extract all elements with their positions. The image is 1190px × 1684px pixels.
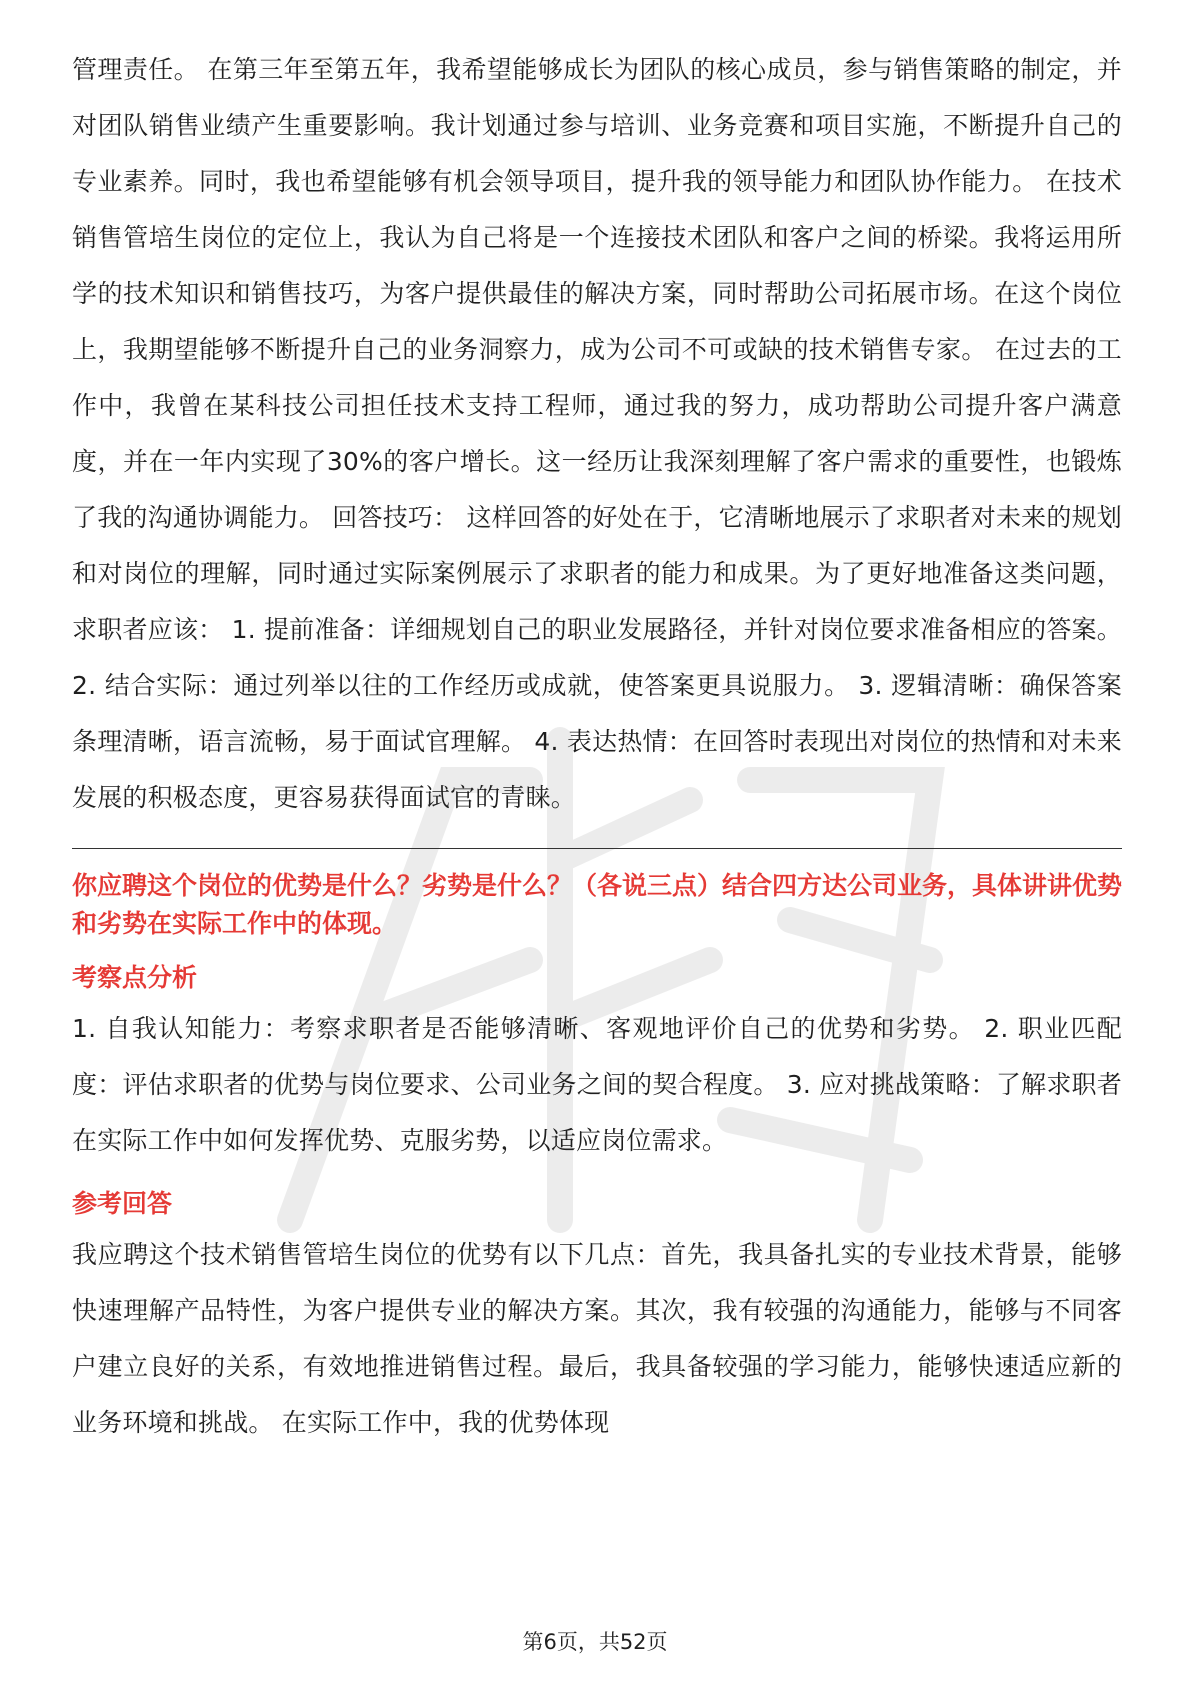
- section-divider: [72, 848, 1122, 849]
- reference-heading: 参考回答: [72, 1189, 173, 1218]
- main-content: [72, 42, 1122, 1451]
- analysis-heading: 考察点分析: [72, 963, 198, 992]
- reference-answer-text: 我应聘这个技术销售管培生岗位的优势有以下几点：首先，我具备扎实的专业技术背景，能够快速理解产品特性，为客户提供专业的解决方案。其次，我有较强的沟通能力，能够与不同客户建立良好的关系，有效地推进销售过程。最后，我具备较强的学习能力，能够快速适应新的业务环境和挑战。 在实际工作中，我的优势体现: [72, 1240, 1122, 1437]
- page-number-footer: 第6页，共52页: [522, 1630, 668, 1654]
- analysis-text: 1. 自我认知能力：考察求职者是否能够清晰、客观地评价自己的优势和劣势。 2. 职业匹配度：评估求职者的优势与岗位要求、公司业务之间的契合程度。 3. 应对挑战策略：了解求职者在实际工作中如何发挥优势、克服劣势，以适应岗位需求。: [72, 1014, 1122, 1155]
- body-paragraph: 管理责任。 在第三年至第五年，我希望能够成长为团队的核心成员，参与销售策略的制定，并对团队销售业绩产生重要影响。我计划通过参与培训、业务竞赛和项目实施，不断提升自己的专业素养。同时，我也希望能够有机会领导项目，提升我的领导能力和团队协作能力。 在技术销售管培生岗位的定位上，我认为自己将是一个连接技术团队和客户之间的桥梁。我将运用所学的技术知识和销售技巧，为客户提供最佳的解决方案，同时帮助公司拓展市场。在这个岗位上，我期望能够不断提升自己的业务洞察力，成为公司不可或缺的技术销售专家。 在过去的工作中，我曾在某科技公司担任技术支持工程师，通过我的努力，成功帮助公司提升客户满意度，并在一年内实现了30%的客户增长。这一经历让我深刻理解了客户需求的重要性，也锻炼了我的沟通协调能力。 回答技巧： 这样回答的好处在于，它清晰地展示了求职者对未来的规划和对岗位的理解，同时通过实际案例展示了求职者的能力和成果。为了更好地准备这类问题，求职者应该： 1. 提前准备：详细规划自己的职业发展路径，并针对岗位要求准备相应的答案。 2. 结合实际：通过列举以往的工作经历或成就，使答案更具说服力。 3. 逻辑清晰：确保答案条理清晰，语言流畅，易于面试官理解。 4. 表达热情：在回答时表现出对岗位的热情和对未来发展的积极态度，更容易获得面试官的青睐。: [72, 55, 1122, 812]
- interview-question: 你应聘这个岗位的优势是什么？劣势是什么？（各说三点）结合四方达公司业务，具体讲讲优势和劣势在实际工作中的体现。: [72, 871, 1123, 938]
